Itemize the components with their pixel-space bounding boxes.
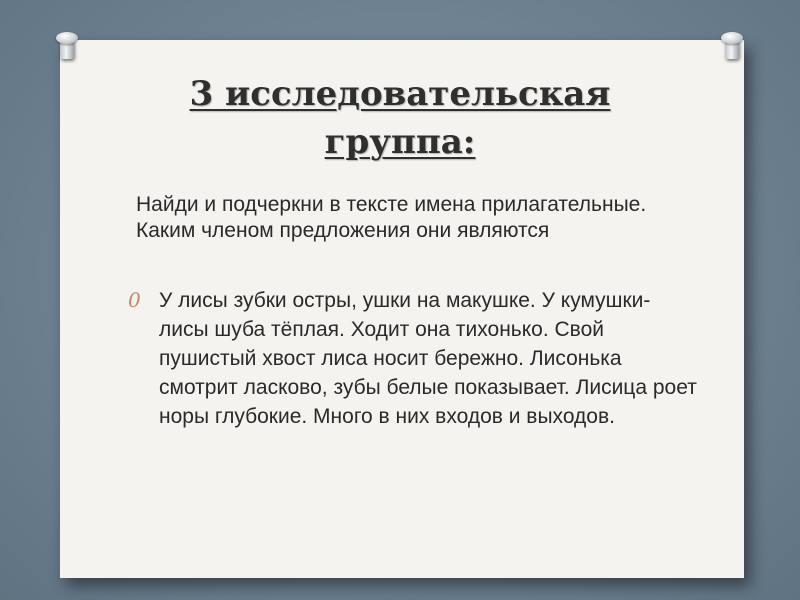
task-instruction: Найди и подчеркни в тексте имена прилагательные. Каким членом предложения они являются	[136, 193, 647, 242]
bullet-text: У лисы зубки остры, ушки на макушке. У кумушки-лисы шуба тёплая. Ходит она тихонько. Свой пушистый хвост лиса носит бережно. Лисонька смотрит ласково, зубы белые показывает. Лисица роет норы глубокие. Много в них входов и выходов.	[159, 289, 697, 428]
slide-title-line-1: 3 исследовательская	[189, 74, 611, 114]
slide-title-line-2: группа:	[324, 122, 476, 162]
pushpin-left-icon	[60, 37, 74, 59]
slide-title	[80, 70, 720, 166]
pushpin-right-icon	[725, 37, 739, 59]
bullet-marker-icon: 0	[128, 288, 141, 312]
